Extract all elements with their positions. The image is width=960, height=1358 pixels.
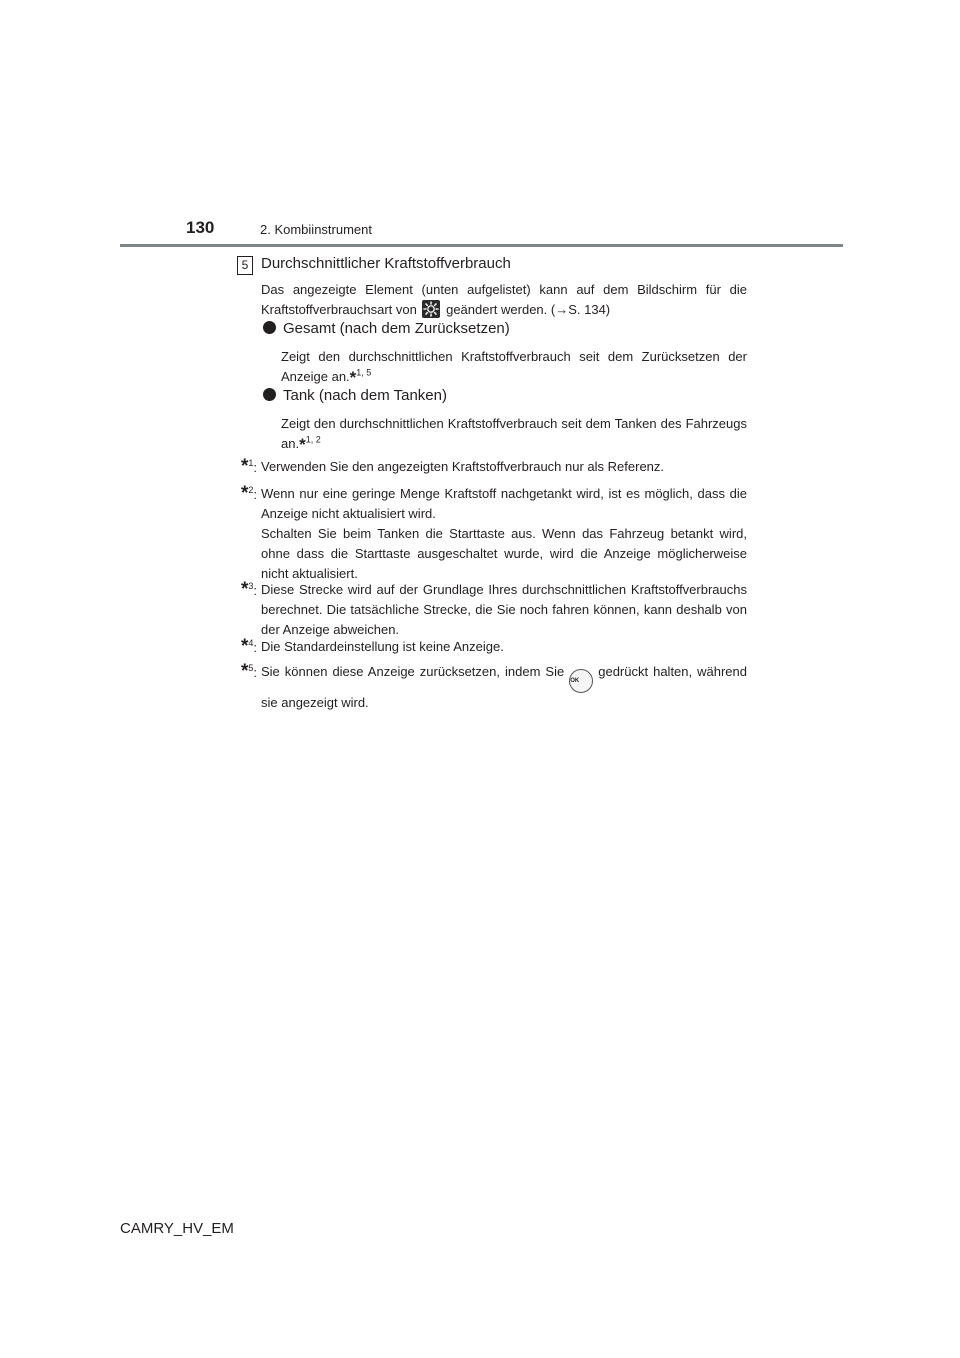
- section-number-box: 5: [237, 256, 253, 275]
- bullet-gesamt-text: Zeigt den durchschnittlichen Kraftstoffverbrauch seit dem Zurücksetzen der Anzeige an.*$^{1, 5}$: [281, 349, 747, 387]
- footnote-marker: *$^3$:: [241, 579, 258, 600]
- bullet-title: Gesamt (nach dem Zurücksetzen): [283, 320, 510, 337]
- footer-model-code: CAMRY_HV_EM: [120, 1220, 234, 1237]
- bullet-dot-icon: [263, 321, 276, 334]
- footnote-marker: *$^5$:: [241, 661, 258, 682]
- intro-text-1: Das angezeigte Element (unten aufgelistet) kann auf dem Bildschirm für die Kraftstoffverbrauchsart von: [261, 282, 747, 317]
- section-intro: [261, 280, 747, 320]
- intro-text-2: geändert werden. (→S. 134): [446, 302, 611, 317]
- page-number: 130: [186, 218, 215, 237]
- chapter-title: 2. Kombiinstrument: [260, 222, 372, 237]
- footnote-marker: *$^4$:: [241, 636, 258, 657]
- footnote-star: *: [349, 368, 357, 387]
- footnote-refs: 1, 5: [356, 367, 372, 378]
- bullet-tank-text: Zeigt den durchschnittlichen Kraftstoffverbrauch seit dem Tanken des Fahrzeugs an.*$^{1, 2}$: [281, 416, 747, 454]
- section-title: Durchschnittlicher Kraftstoffverbrauch: [261, 255, 511, 272]
- footnote-text: Die Standardeinstellung ist keine Anzeige.: [261, 639, 504, 654]
- footnote-text: Sie können diese Anzeige zurücksetzen, indem Sie OK gedrückt halten, während sie angezeigt wird.: [261, 664, 747, 710]
- footnote-star: *: [299, 435, 306, 454]
- footnote-text: Verwenden Sie den angezeigten Kraftstoffverbrauch nur als Referenz.: [261, 459, 665, 474]
- ok-button-icon: OK: [569, 669, 593, 693]
- header-rule: [120, 244, 843, 247]
- footnote-marker: *$^2$:: [241, 483, 258, 504]
- bullet-title: Tank (nach dem Tanken): [283, 387, 447, 404]
- bullet-tank: [263, 387, 447, 404]
- footnote-text: Diese Strecke wird auf der Grundlage Ihres durchschnittlichen Kraftstoffverbrauchs berechnet. Die tatsächliche Strecke, die Sie noch fahren können, kann deshalb von der Anzeige abweichen.: [261, 582, 747, 637]
- footnote-refs: 1, 2: [305, 434, 321, 445]
- bullet-gesamt: [263, 320, 510, 337]
- footnote-marker: *$^1$:: [241, 456, 258, 477]
- bullet-dot-icon: [263, 388, 276, 401]
- footnote-text: Wenn nur eine geringe Menge Kraftstoff nachgetankt wird, ist es möglich, dass die Anzeige nicht aktualisiert wird. Schalten Sie beim Tanken die Starttaste aus. Wenn das Fahrzeug betankt wird, ohne dass die Starttaste ausgeschaltet wurde, wird die Anzeige möglicherweise nicht aktualisiert.: [261, 486, 747, 581]
- gear-icon: [422, 300, 440, 318]
